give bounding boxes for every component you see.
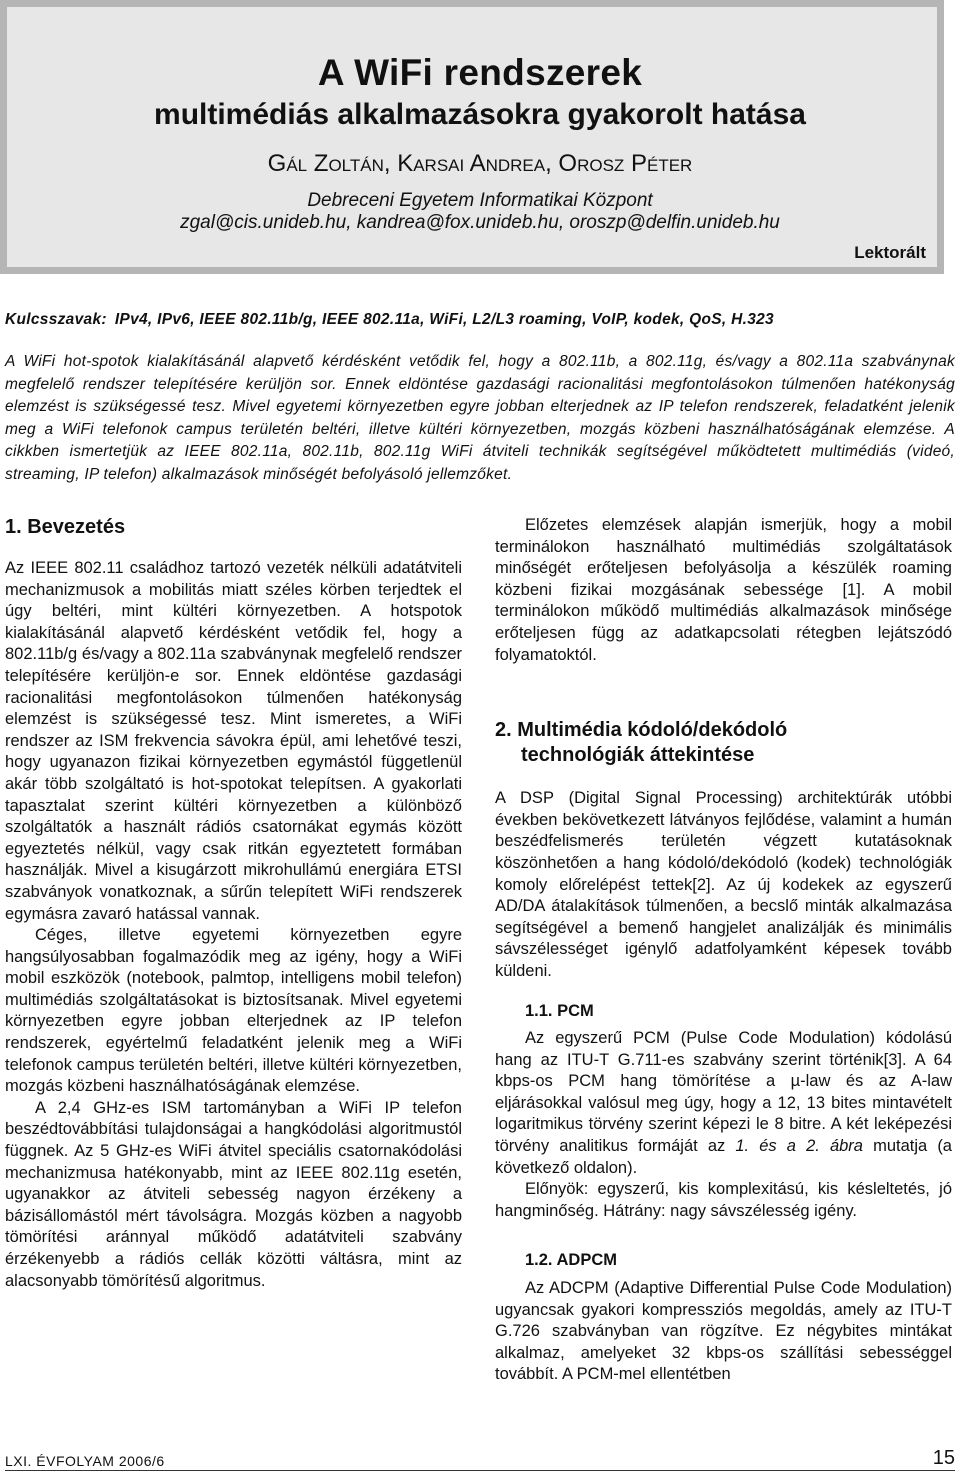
- reviewed-label: Lektorált: [854, 243, 926, 262]
- intro-paragraph-4: Előzetes elemzések alapján ismerjük, hogy a mobil terminálokon használható multimédiás szolgáltatások minőségét erőteljesen befolyásolja a készülék roaming közbeni fizikai mozgásának sebessége [1]. A mobil terminálokon működő multimédiás alkalmazások minősége erőteljesen függ az adatkapcsolati rétegben lejátszódó folyamatoktól.: [495, 516, 952, 664]
- figure-reference: 1. és a 2. ábra: [735, 1137, 863, 1156]
- keywords-label: Kulcsszavak:: [5, 311, 107, 328]
- author-emails: zgal@cis.unideb.hu, kandrea@fox.unideb.hu, oroszp@delfin.unideb.hu: [180, 212, 780, 233]
- right-column: [495, 515, 952, 1386]
- pcm-paragraph: [495, 1028, 952, 1179]
- section-2-heading-line-2: technológiák áttekintése: [521, 744, 755, 767]
- pcm-text-b: mutatja (a következő oldalon).: [495, 1137, 952, 1177]
- keywords: [5, 311, 955, 329]
- intro-paragraph-3: A 2,4 GHz-es ISM tartományban a WiFi IP telefon beszédtovábbítási tulajdonságai a hangkódolási algoritmustól függnek. Az 5 GHz-es WiFi átvitel speciális csatornakódolási mechanizmusa hatékonyabb, mint az IEEE 802.11g esetén, ugyanakkor az átviteli sebesség nagyon érzékeny a bázisállomástól mért távolságra. Mozgás közben a nagyobb tömörítési aránnyal működő adatátviteli szabvány érzékenyebb a rádiós cellák közötti váltásra, mint az alacsonyabb tömörítésű algoritmus.: [5, 1098, 462, 1290]
- footer-volume: LXI. ÉVFOLYAM 2006/6: [5, 1453, 165, 1469]
- left-column: [5, 515, 462, 1292]
- title-line-2: multimédiás alkalmazásokra gyakorolt hatása: [154, 98, 806, 131]
- subsection-adpcm-heading: 1.2. ADPCM: [525, 1251, 617, 1270]
- affiliation: Debreceni Egyetem Informatikai Központ: [307, 190, 653, 211]
- pcm-text-a: Az egyszerű PCM (Pulse Code Modulation) kódolású hang az ITU-T G.711-es szabvány szerint történik[3]. A 64 kbps-os PCM hang tömörítése a µ-law és az A-law eljárásokkal valósul meg úgy, hogy a 12, 13 bites mintavételt logaritmikus törvény szerint képezi le 8 bitre. A két leképezési törvény analitikus formáját az: [495, 1029, 952, 1156]
- keywords-text: IPv4, IPv6, IEEE 802.11b/g, IEEE 802.11a, WiFi, L2/L3 roaming, VoIP, kodek, QoS, H.323: [114, 311, 774, 328]
- subsection-pcm-heading: 1.1. PCM: [525, 1001, 594, 1020]
- pcm-pros-cons: Előnyök: egyszerű, kis komplexitású, kis késleltetés, jó hangminőség. Hátrány: nagy sávszélesség igény.: [495, 1180, 952, 1220]
- codec-paragraph: A DSP (Digital Signal Processing) architektúrák utóbbi években bekövetkezett látványos fejlődése, valamint a humán beszédfelismerés területén végzett kutatásoknak köszönhetően a hang kódoló/dekódoló (kodek) technológiák komoly előrelépést tettek[2]. Az új kodekek az egyszerű AD/DA átalakítások túlmenően, a becslő minták alkalmazása segítségével a bemenő hangjelet analizálják és minimális sávszélességet igénylő adatfolyamként képesek tovább küldeni.: [495, 789, 952, 980]
- section-1-heading: 1. Bevezetés: [5, 516, 126, 538]
- page-number: 15: [932, 1447, 955, 1469]
- authors: Gál Zoltán, Karsai Andrea, Orosz Péter: [267, 150, 693, 177]
- adpcm-paragraph: Az ADCPM (Adaptive Differential Pulse Code Modulation) ugyancsak gyakori kompressziós megoldás, amely az ITU-T G.726 szabványban van rögzítve. Ez négybites mintákat alkalmaz, amelyeket 32 kbps-os szállítási sebességgel továbbít. A PCM-mel ellentétben: [495, 1279, 952, 1384]
- intro-paragraph-2: Céges, illetve egyetemi környezetben egyre hangsúlyosabban fogalmazódik meg az igény, hogy a WiFi mobil eszközök (notebook, palmtop, intelligens mobil telefon) multimédiás szolgáltatásokat is biztosítsanak. Mivel egyetemi környezetben egyre jobban elterjednek az IP telefon rendszerek, egyértelmű feladatként jelenik meg a WiFi telefonok campus területén beltéri, illetve kültéri környezetben, mozgás közbeni használhatóságának elemzése.: [5, 926, 462, 1096]
- title-line-1: A WiFi rendszerek: [317, 52, 643, 93]
- intro-paragraph-1: Az IEEE 802.11 családhoz tartozó vezeték nélküli adatátviteli mechanizmusok a mobilitás miatt széles körben terjedtek el úgy beltéri, mint kültéri környezetben. A hotspotok kialakításánál alapvető kérdésként vetődik fel, hogy a 802.11b/g és/vagy a 802.11a szabványnak megfelelő rendszer telepítésére kerüljön-e sor. Ennek eldöntése gazdasági racionalitási megfontolásokon túlmenően hatékonyság elemzést is szükségessé tesz. Mint ismeretes, a WiFi rendszer az ISM frekvencia sávokra épül, ami lehetővé teszi, hogy ugyanazon fizikai környezetben egymástól függetlenül akár több szolgáltató is hot-spotokat telepítsen. A gyakorlati tapasztalat szerint kültéri környezetben a különböző szolgáltatók a használt rádiós csatornákat egymás között egyeztetés nélkül, vagy csak ritkán egyeztetett formában használják. Mivel a kisugárzott mikrohullámú energiára ETSI szabványok vonatkoznak, a sűrűn telepített WiFi rendszerek egymásra zavaró hatással vannak.: [5, 559, 462, 923]
- section-2-heading: [495, 718, 952, 768]
- footer-rule: [5, 1470, 955, 1471]
- abstract: A WiFi hot-spotok kialakításánál alapvető kérdésként vetődik fel, hogy a 802.11b, a 802.11g, és/vagy a 802.11a szabványnak megfelelő rendszer telepítésére kerüljön sor. Ennek eldöntése gazdasági racionalitási megfontolásokon túlmenően hatékonyság elemzést is szükségessé tesz. Mivel egyetemi környezetben egyre jobban elterjednek az IP telefon rendszerek, feladatként jelenik meg a WiFi telefonok campus területén beltéri, illetve kültéri környezetben, mozgás közbeni használhatóságának elemzése. A cikkben ismertetjük az IEEE 802.11a, 802.11b, 802.11g WiFi átviteli technikák segítségével működtetett multimédiás (videó, streaming, IP telefon) alkalmazások minőségét befolyásoló jellemzőket.: [5, 353, 955, 483]
- section-2-heading-line-1: 2. Multimédia kódoló/dekódoló: [495, 719, 788, 742]
